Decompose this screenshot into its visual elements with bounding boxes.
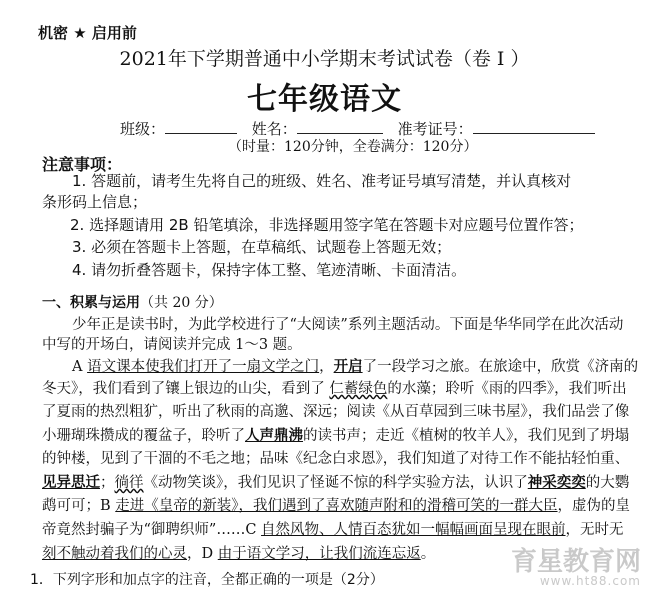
name-label: 姓名： (251, 120, 297, 138)
sentence-d: 由于语文学习，让我们流连忘返 (217, 546, 421, 562)
passage-line-4 (42, 424, 629, 445)
passage-line-1 (72, 355, 638, 376)
text: ，虚伪的皇 (557, 498, 631, 514)
passage-line-3: 了夏雨的热烈粗犷，听出了秋雨的高邈、深远；阅读《从百草园到三味书屋》，我们品尝了像 (42, 404, 630, 420)
exam-title: 2021年下学期普通中小学期末考试试卷（卷 I ） (119, 48, 530, 70)
keyword-rensheng: 人声鼎沸 (245, 427, 303, 444)
text: 的水藻；聆听《雨的四季》，我们听出 (387, 381, 627, 397)
keyword-wavy-2: 徜徉 (114, 475, 144, 491)
sentence-b: 走进《皇帝的新装》，我们遇到了喜欢随声附和的滑稽可笑的一群大臣 (115, 498, 558, 514)
exam-id-label: 准考证号： (397, 120, 473, 138)
section-1-title: 一、积累与运用 (42, 295, 140, 311)
sentence-c: 自然风物、人情百态犹如一幅幅画面呈现在眼前 (261, 522, 566, 538)
note-2: 2. 选择题请用 2B 铅笔填涂，非选择题用签字笔在答题卡对应题号位置作答； (70, 216, 584, 234)
note-1-cont: 条形码上信息； (42, 193, 148, 211)
keyword-wavy-1: 仁蓄绿色 (329, 381, 388, 397)
text: 帝竟然封骗子为“御聘织师”……C (42, 522, 262, 538)
note-4: 4. 请勿折叠答题卡，保持字体工整、笔迹清晰、卡面清洁。 (72, 261, 467, 279)
text: 的大鹦 (585, 475, 630, 491)
marker-a: A (72, 359, 88, 375)
time-info: （时量：120分钟，全卷满分：120分） (228, 139, 478, 155)
passage-line-7 (42, 494, 630, 515)
confidential-label: 机密 ★ 启用前 (38, 24, 137, 42)
sentence-c-cont: 刻不触动着我们的心灵 (42, 546, 187, 562)
text: 冬天》，我们看到了镶上银边的山尖，看到了 (42, 381, 330, 397)
section-1-intro: 少年正是读书时，为此学校进行了“大阅读”系列主题活动。下面是华华同学在此次活动 (72, 317, 624, 333)
text: 的读书声；走近《植树的牧羊人》，我们见到了坍塌 (303, 428, 630, 444)
watermark-url: www.ht88.com (539, 574, 641, 588)
text: 鹉可可；B (42, 498, 116, 514)
text: 了一段学习之旅。在旅途中，欣赏《济南的 (362, 359, 639, 375)
watermark-text: 育星教育网 (510, 547, 641, 577)
text: 《动物笑谈》，我们见识了怪诞不惊的科学实验方法，认识了 (143, 475, 528, 491)
keyword-shencai: 神采奕奕 (527, 474, 586, 491)
note-3: 3. 必须在答题卡上答题，在草稿纸、试题卷上答题无效； (72, 238, 452, 256)
notes-heading: 注意事项： (42, 155, 123, 174)
keyword-jianyi: 见异思迁 (42, 474, 100, 491)
passage-line-5: 的钟楼，见到了干涸的不毛之地；品味《纪念白求恩》，我们知道了对待工作不能拈轻怕重、 (42, 451, 630, 467)
subject-title: 七年级语文 (247, 82, 402, 117)
passage-line-9 (42, 542, 435, 563)
keyword-kaiqi: 开启 (333, 358, 363, 375)
note-1: 1. 答题前，请考生先将自己的班级、姓名、准考证号填写清楚，并认真核对 (72, 172, 572, 190)
text: 小珊瑚珠攒成的覆盆子，聆听了 (42, 428, 245, 444)
exam-id-blank[interactable] (473, 119, 595, 134)
text: ，无时无 (565, 522, 624, 538)
passage-line-8 (42, 518, 624, 539)
passage-line-6 (42, 471, 629, 492)
watermark (511, 549, 641, 587)
section-1-score: （共 20 分） (140, 295, 223, 311)
text: ； (100, 475, 115, 491)
class-label: 班级： (120, 120, 166, 138)
question-1: 1．下列字形和加点字的注音，全都正确的一项是（2分） (30, 572, 384, 588)
name-blank[interactable] (297, 119, 383, 134)
passage-line-2 (42, 377, 627, 398)
class-blank[interactable] (165, 119, 237, 134)
section-1-heading (42, 292, 223, 312)
section-1-intro-cont: 中写的开场白，请阅读并完成 1～3 题。 (42, 337, 302, 353)
sentence-a: 语文课本使我们打开了一扇文学之门 (87, 359, 320, 375)
text: ，D (187, 546, 218, 562)
text: 。 (420, 546, 436, 562)
text: ， (319, 359, 334, 375)
